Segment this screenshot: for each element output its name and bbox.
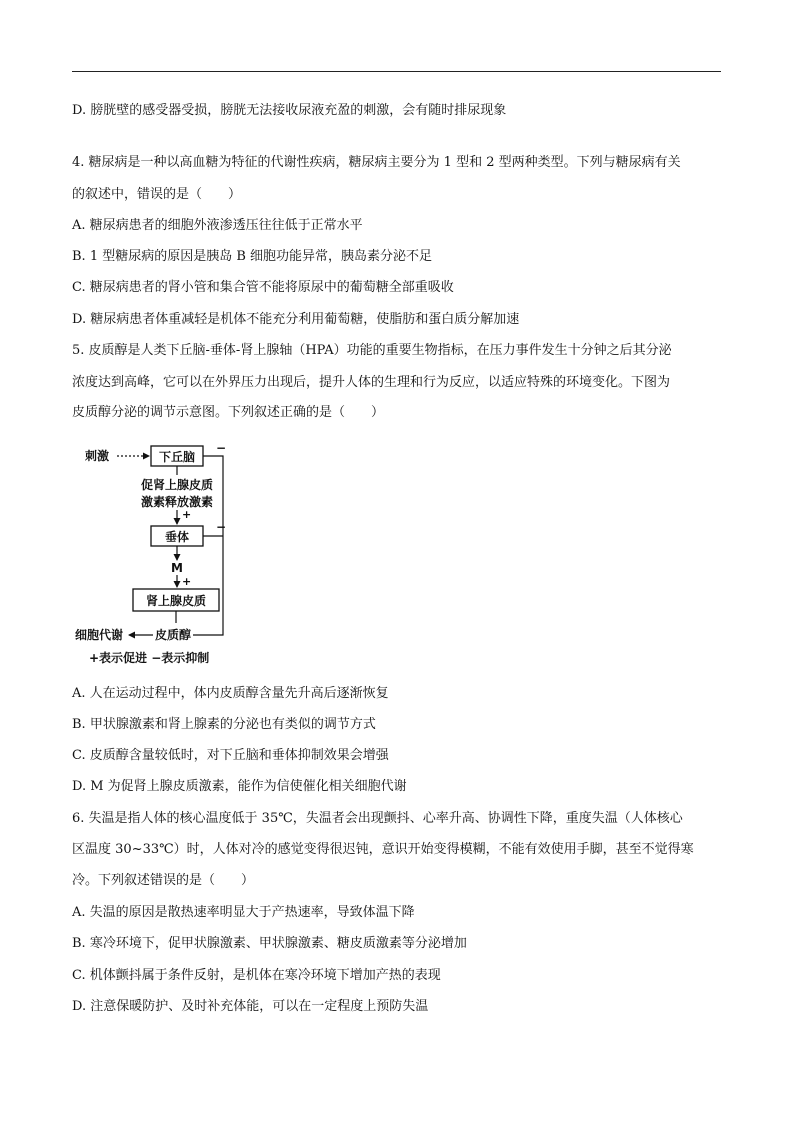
cortisol-label: 皮质醇 [155, 628, 192, 642]
q5-option-c: C. 皮质醇含量较低时，对下丘脑和垂体抑制效果会增强 [72, 748, 389, 763]
q5-stem-line-3: 皮质醇分泌的调节示意图。下列叙述正确的是（ ） [72, 405, 385, 420]
q4-option-a: A. 糖尿病患者的细胞外液渗透压往往低于正常水平 [72, 218, 363, 233]
pituitary-minus-sign: − [216, 520, 227, 534]
q5-option-b: B. 甲状腺激素和肾上腺素的分泌也有类似的调节方式 [72, 717, 376, 732]
header-rule [72, 71, 721, 72]
q5-option-d: D. M 为促肾上腺皮质激素，能作为信使催化相关细胞代谢 [72, 779, 407, 794]
q6-option-c: C. 机体颤抖属于条件反射，是机体在寒冷环境下增加产热的表现 [72, 968, 441, 983]
hypothalamus-label: 下丘脑 [158, 450, 196, 464]
q6-option-b: B. 寒冷环境下，促甲状腺激素、甲状腺激素、糖皮质激素等分泌增加 [72, 936, 467, 951]
q4-stem-line-2: 的叙述中，错误的是（ ） [72, 187, 242, 202]
stimulus-label: 刺激 [85, 449, 110, 463]
q4-option-c: C. 糖尿病患者的肾小管和集合管不能将原尿中的葡萄糖全部重吸收 [72, 280, 454, 295]
q4-stem-line-1: 4. 糖尿病是一种以高血糖为特征的代谢性疾病，糖尿病主要分为 1 型和 2 型两种类型。下列与糖尿病有关 [72, 155, 681, 170]
crh-label-line-2: 激素释放激素 [140, 495, 214, 509]
pituitary-label: 垂体 [164, 530, 190, 544]
q4-option-b: B. 1 型糖尿病的原因是胰岛 B 细胞功能异常，胰岛素分泌不足 [72, 249, 433, 264]
q6-stem-line-2: 区温度 30~33℃）时，人体对冷的感觉变得很迟钝，意识开始变得模糊，不能有效使用手脚，甚至不觉得寒 [72, 842, 694, 857]
prev-question-option-d: D. 膀胱壁的感受器受损，膀胱无法接收尿液充盈的刺激，会有随时排尿现象 [72, 103, 507, 118]
m-label: M [171, 561, 183, 575]
q5-stem-line-1: 5. 皮质醇是人类下丘脑-垂体-肾上腺轴（HPA）功能的重要生物指标，在压力事件发生十分钟之后其分泌 [72, 343, 672, 358]
hypothalamus-minus-sign: − [216, 441, 227, 455]
q6-option-a: A. 失温的原因是散热速率明显大于产热速率，导致体温下降 [72, 905, 415, 920]
q5-stem-line-2: 浓度达到高峰，它可以在外界压力出现后，提升人体的生理和行为反应，以适应特殊的环境变化。下图为 [72, 375, 671, 390]
adrenal-cortex-label: 肾上腺皮质 [145, 594, 207, 608]
q6-option-d: D. 注意保暖防护、及时补充体能，可以在一定程度上预防失温 [72, 999, 429, 1014]
cell-metabolism-label: 细胞代谢 [75, 628, 124, 642]
cortisol-regulation-diagram [75, 440, 245, 670]
q5-option-a: A. 人在运动过程中，体内皮质醇含量先升高后逐渐恢复 [72, 686, 389, 701]
crh-label-line-1: 促肾上腺皮质 [140, 478, 214, 492]
q4-option-d: D. 糖尿病患者体重减轻是机体不能充分利用葡萄糖，使脂肪和蛋白质分解加速 [72, 312, 520, 327]
q6-stem-line-1: 6. 失温是指人体的核心温度低于 35℃，失温者会出现颤抖、心率升高、协调性下降，重度失温（人体核心 [72, 811, 683, 826]
diagram-legend: +表示促进 −表示抑制 [89, 651, 210, 665]
m-plus-sign: + [182, 575, 192, 588]
q6-stem-line-3: 冷。下列叙述错误的是（ ） [72, 873, 255, 888]
crh-plus-sign: + [182, 508, 192, 521]
